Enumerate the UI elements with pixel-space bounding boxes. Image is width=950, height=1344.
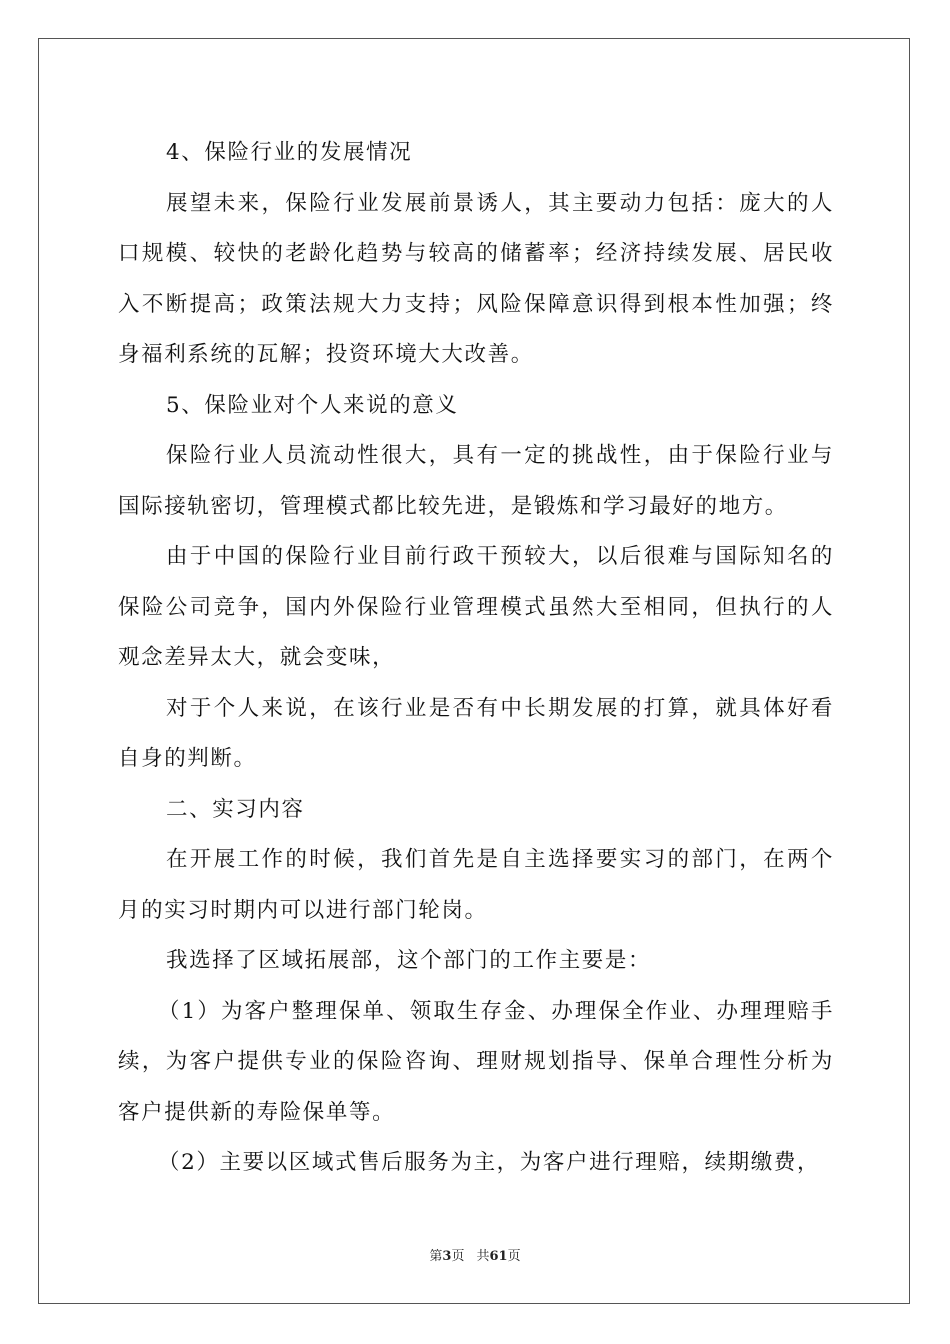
page-number: 3 bbox=[442, 1249, 452, 1264]
page-suffix: 页 bbox=[451, 1249, 465, 1264]
paragraph: 5、保险业对个人来说的意义 bbox=[166, 392, 459, 418]
paragraph: 我选择了区域拓展部，这个部门的工作主要是： bbox=[166, 948, 652, 973]
paragraph: （2）主要以区域式售后服务为主，为客户进行理赔，续期缴费， bbox=[158, 1150, 821, 1175]
page-prefix: 第 bbox=[429, 1249, 443, 1264]
paragraph: 4、保险行业的发展情况 bbox=[166, 140, 413, 165]
total-prefix: 共 bbox=[476, 1249, 490, 1264]
page-footer bbox=[0, 1245, 950, 1264]
paragraph: 在开展工作的时候，我们首先是自主选择要实习的部门，在两个月的实习时期内可以进行部门轮岗。 bbox=[118, 847, 834, 923]
paragraph: 二、实习内容 bbox=[166, 796, 305, 822]
paragraph: 由于中国的保险行业目前行政干预较大，以后很难与国际知名的保险公司竞争，国内外保险行业管理模式虽然大至相同，但执行的人观念差异太大，就会变味， bbox=[118, 544, 834, 670]
total-suffix: 页 bbox=[507, 1249, 521, 1264]
paragraph: 保险行业人员流动性很大，具有一定的挑战性，由于保险行业与国际接轨密切，管理模式都比较先进，是锻炼和学习最好的地方。 bbox=[118, 443, 834, 519]
total-pages: 61 bbox=[489, 1249, 508, 1264]
paragraph: （1）为客户整理保单、领取生存金、办理保全作业、办理理赔手续，为客户提供专业的保险咨询、理财规划指导、保单合理性分析为客户提供新的寿险保单等。 bbox=[118, 998, 834, 1125]
paragraph: 对于个人来说，在该行业是否有中长期发展的打算，就具体好看自身的判断。 bbox=[118, 695, 834, 771]
document-body bbox=[118, 128, 834, 1189]
paragraph: 展望未来，保险行业发展前景诱人，其主要动力包括：庞大的人口规模、较快的老龄化趋势与较高的储蓄率；经济持续发展、居民收入不断提高；政策法规大力支持；风险保障意识得到根本性加强；终身福利系统的瓦解；投资环境大大改善。 bbox=[118, 190, 834, 367]
